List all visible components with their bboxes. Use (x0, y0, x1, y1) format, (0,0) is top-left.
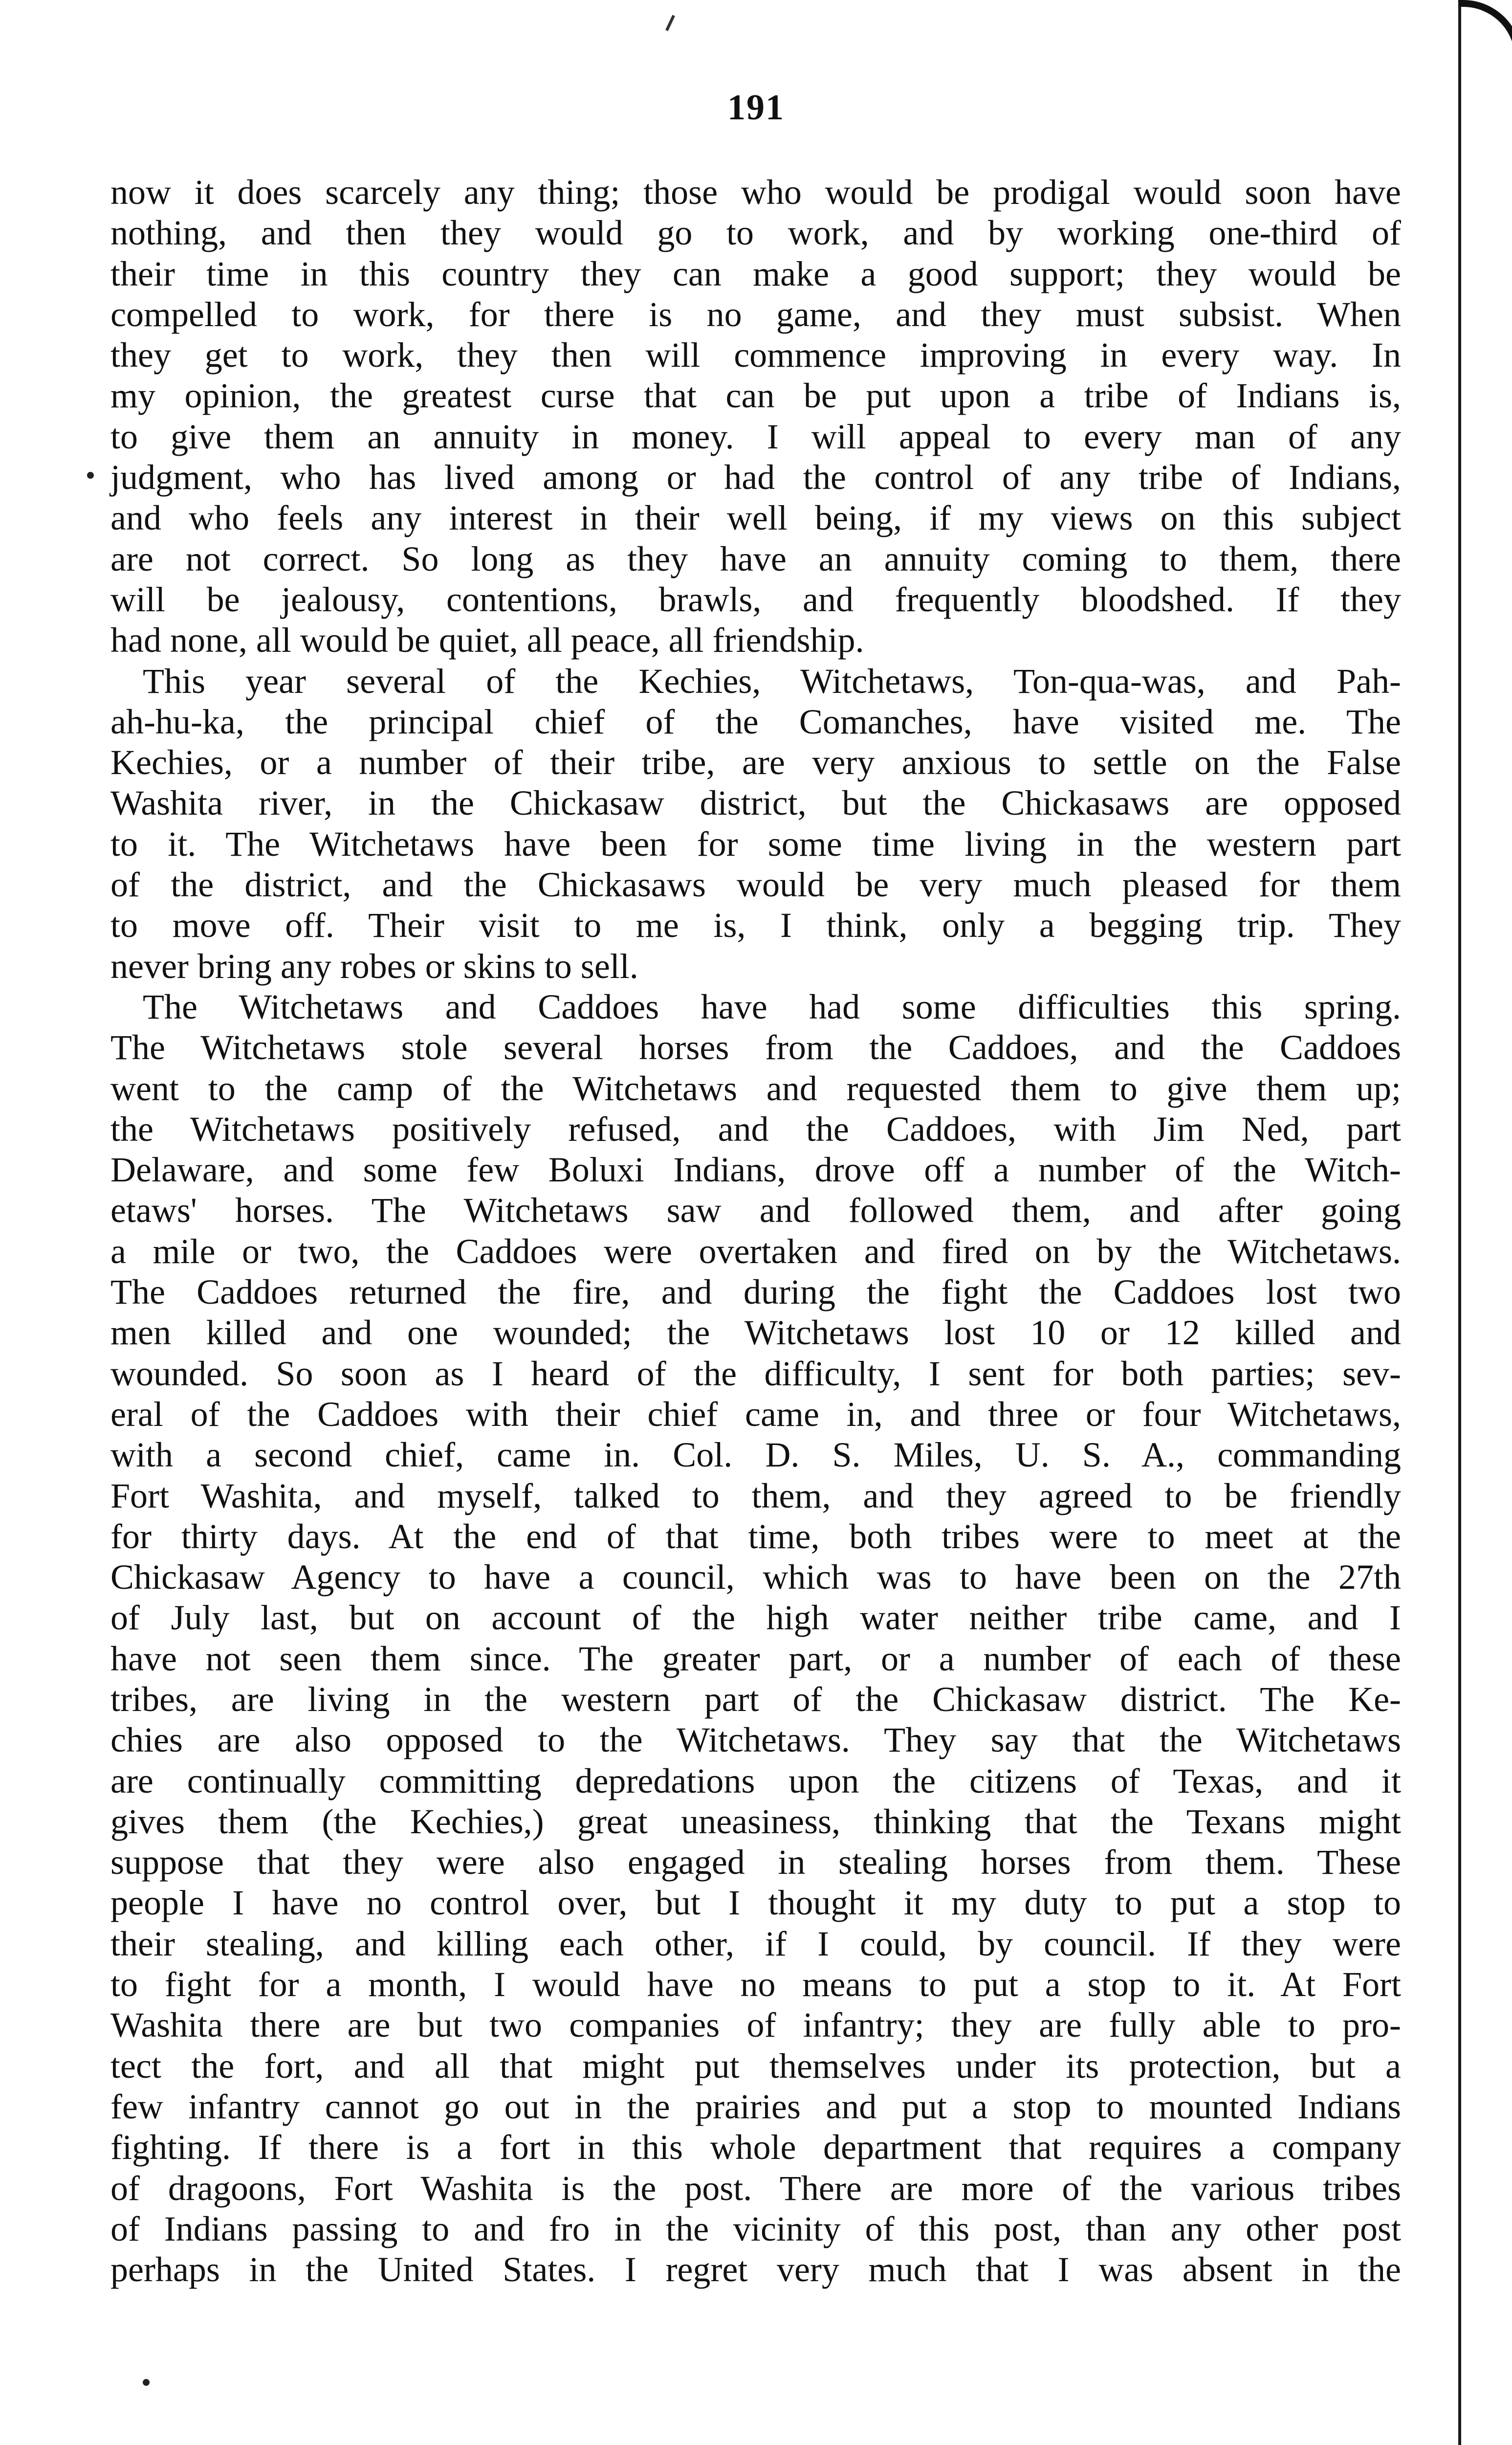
text-line: their time in this country they can make a good support; they would be (110, 254, 1401, 293)
text-line: perhaps in the United States. I regret very much that I was absent in the (110, 2250, 1401, 2289)
text-line: a mile or two, the Caddoes were overtaken and fired on by the Witchetaws. (110, 1231, 1401, 1271)
text-line: never bring any robes or skins to sell. (110, 946, 638, 986)
text-line: chies are also opposed to the Witchetaws. They say that the Witchetaws (110, 1720, 1401, 1760)
text-line: wounded. So soon as I heard of the difficulty, I sent for both parties; sev- (110, 1354, 1401, 1393)
text-line: their stealing, and killing each other, if I could, by council. If they were (110, 1924, 1401, 1963)
text-line: Kechies, or a number of their tribe, are very anxious to settle on the False (110, 743, 1401, 782)
text-line: Delaware, and some few Boluxi Indians, drove off a number of the Witch- (110, 1150, 1401, 1190)
text-line: The Witchetaws stole several horses from the Caddoes, and the Caddoes (110, 1028, 1401, 1067)
text-line: went to the camp of the Witchetaws and requested them to give them up; (110, 1068, 1401, 1108)
page-edge (1458, 0, 1512, 2445)
text-line: fighting. If there is a fort in this whole department that requires a company (110, 2128, 1401, 2167)
text-line: people I have no control over, but I thought it my duty to put a stop to (110, 1883, 1401, 1923)
text-line: ah-hu-ka, the principal chief of the Comanches, have visited me. The (110, 702, 1401, 741)
text-line: gives them (the Kechies,) great uneasiness, thinking that the Texans might (110, 1801, 1401, 1841)
text-line: men killed and one wounded; the Witchetaws lost 10 or 12 killed and (110, 1313, 1401, 1353)
text-line: This year several of the Kechies, Witchetaws, Ton-qua-was, and Pah- (143, 661, 1401, 701)
page-number: 191 (727, 88, 785, 128)
text-line: to it. The Witchetaws have been for some time living in the western part (110, 824, 1401, 864)
text-line: for thirty days. At the end of that time, both tribes were to meet at the (110, 1516, 1401, 1556)
tick-mark (665, 15, 675, 31)
text-line: The Caddoes returned the fire, and during the fight the Caddoes lost two (110, 1272, 1401, 1312)
text-line: of dragoons, Fort Washita is the post. There are more of the various tribes (110, 2168, 1401, 2208)
text-line: Chickasaw Agency to have a council, which was to have been on the 27th (110, 1557, 1401, 1597)
text-line: Fort Washita, and myself, talked to them, and they agreed to be friendly (110, 1476, 1401, 1515)
text-line: tribes, are living in the western part of the Chickasaw district. The Ke- (110, 1679, 1401, 1719)
stray-mark (87, 472, 94, 479)
body-text (110, 172, 1401, 2290)
text-line: had none, all would be quiet, all peace, all friendship. (110, 621, 864, 660)
text-line: compelled to work, for there is no game, and they must subsist. When (110, 294, 1401, 334)
text-line: to move off. Their visit to me is, I think, only a begging trip. They (110, 906, 1401, 945)
text-line: The Witchetaws and Caddoes have had some difficulties this spring. (143, 987, 1401, 1026)
text-line: and who feels any interest in their well being, if my views on this subject (110, 498, 1401, 538)
text-line: to fight for a month, I would have no means to put a stop to it. At Fort (110, 1965, 1401, 2004)
text-line: have not seen them since. The greater part, or a number of each of these (110, 1639, 1401, 1678)
text-line: Washita there are but two companies of infantry; they are fully able to pro- (110, 2005, 1401, 2045)
text-line: with a second chief, came in. Col. D. S. Miles, U. S. A., commanding (110, 1435, 1401, 1475)
text-line: my opinion, the greatest curse that can be put upon a tribe of Indians is, (110, 376, 1401, 416)
text-line: to give them an annuity in money. I will appeal to every man of any (110, 417, 1401, 456)
text-line: are continually committing depredations upon the citizens of Texas, and it (110, 1761, 1401, 1800)
text-line: of Indians passing to and fro in the vicinity of this post, than any other post (110, 2209, 1401, 2248)
text-line: now it does scarcely any thing; those who would be prodigal would soon have (110, 173, 1401, 212)
text-line: are not correct. So long as they have an annuity coming to them, there (110, 539, 1401, 578)
text-line: Washita river, in the Chickasaw district, but the Chickasaws are opposed (110, 783, 1401, 823)
text-line: few infantry cannot go out in the prairies and put a stop to mounted Indians (110, 2087, 1401, 2126)
text-line: nothing, and then they would go to work, and by working one-third of (110, 213, 1401, 253)
text-line: the Witchetaws positively refused, and the Caddoes, with Jim Ned, part (110, 1109, 1401, 1149)
text-line: of July last, but on account of the high water neither tribe came, and I (110, 1598, 1401, 1638)
text-line: tect the fort, and all that might put themselves under its protection, but a (110, 2046, 1401, 2086)
text-line: will be jealousy, contentions, brawls, and frequently bloodshed. If they (110, 579, 1401, 619)
text-line: suppose that they were also engaged in stealing horses from them. These (110, 1843, 1401, 1882)
stray-mark (143, 2379, 150, 2386)
text-line: they get to work, they then will commence improving in every way. In (110, 335, 1401, 375)
text-line: etaws' horses. The Witchetaws saw and followed them, and after going (110, 1191, 1401, 1230)
text-line: of the district, and the Chickasaws would be very much pleased for them (110, 865, 1401, 905)
text-line: eral of the Caddoes with their chief came in, and three or four Witchetaws, (110, 1394, 1401, 1434)
text-line: judgment, who has lived among or had the control of any tribe of Indians, (110, 458, 1401, 497)
